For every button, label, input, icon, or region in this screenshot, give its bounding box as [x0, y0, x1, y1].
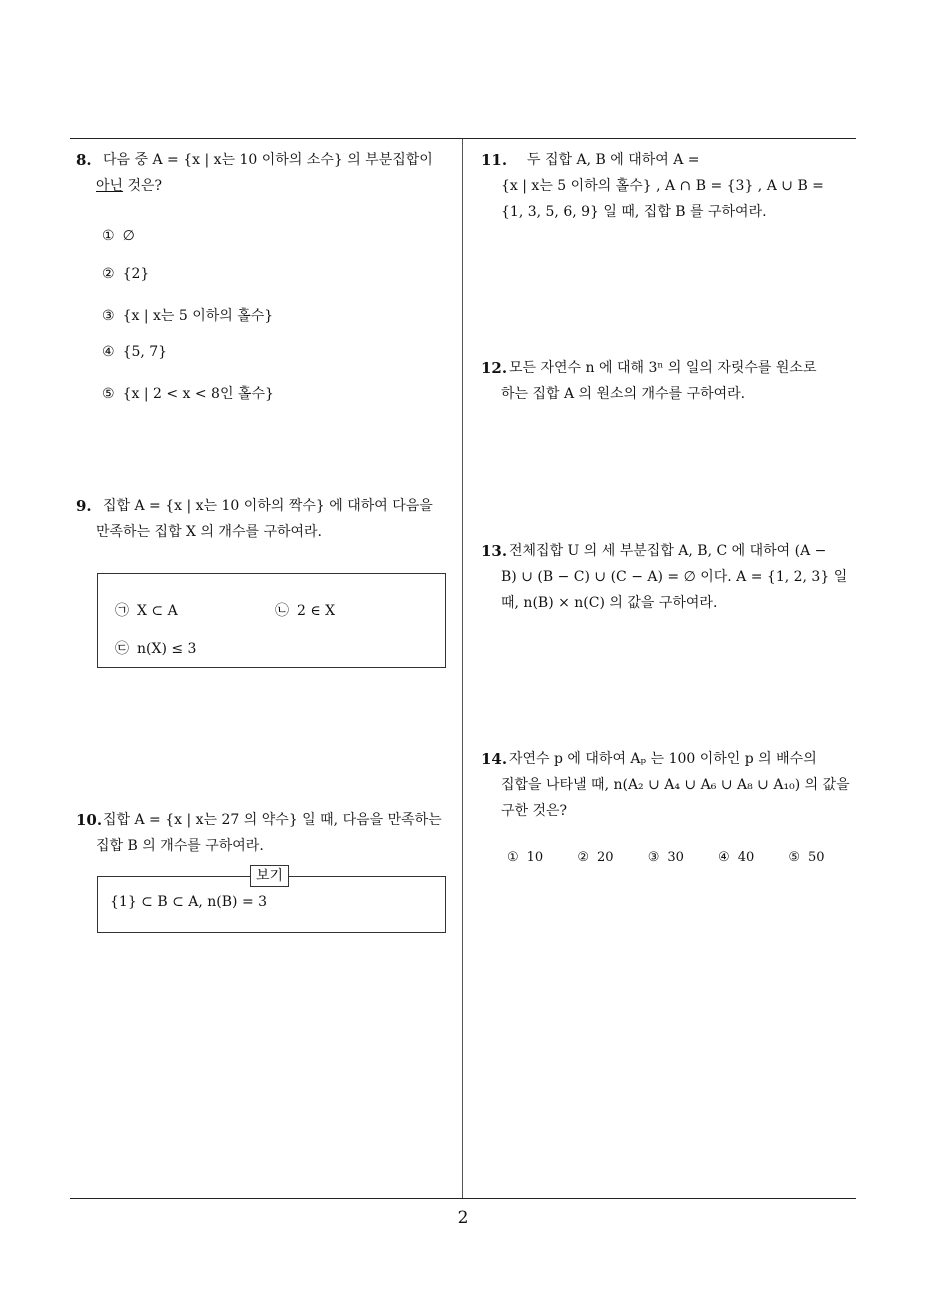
condition-text: X ⊂ A	[137, 603, 178, 619]
choice-text: 30	[667, 850, 684, 865]
choice-marker: ①	[102, 228, 115, 244]
question-number: 14.	[481, 750, 508, 768]
condition-marker: ㉡	[275, 603, 289, 619]
question-stem-line: B) ∪ (B − C) ∪ (C − A) = ∅ 이다. A = {1, 2, 3} 일	[501, 569, 848, 585]
question-number: 10.	[76, 811, 103, 829]
choice-text: {5, 7}	[122, 344, 168, 360]
choice-marker: ②	[577, 850, 589, 865]
page-number: 2	[457, 1208, 469, 1228]
condition-marker: ㉢	[115, 641, 129, 657]
choice-text: 20	[597, 850, 614, 865]
question-stem-line: 집합을 나타낼 때, n(A₂ ∪ A₄ ∪ A₆ ∪ A₈ ∪ A₁₀) 의 값을	[501, 777, 850, 793]
question-number: 12.	[481, 359, 508, 377]
question-13	[481, 538, 861, 616]
question-stem-line: 전체집합 U 의 세 부분집합 A, B, C 에 대하여 (A −	[509, 543, 827, 559]
question-stem-line: {1, 3, 5, 6, 9} 일 때, 집합 B 를 구하여라.	[501, 204, 767, 220]
choice-text: 10	[526, 850, 544, 865]
condition-c	[115, 638, 196, 658]
question-10	[76, 807, 461, 859]
question-number: 11.	[481, 151, 508, 169]
choice-text: {x | 2 < x < 8인 홀수}	[122, 386, 274, 402]
choice-text: {x | x는 5 이하의 홀수}	[122, 308, 274, 324]
condition-a	[115, 600, 178, 620]
choice-marker: ⑤	[788, 850, 801, 865]
condition-b	[275, 600, 335, 620]
question-stem-line: 집합 B 의 개수를 구하여라.	[96, 838, 264, 854]
question-stem-line: 만족하는 집합 X 의 개수를 구하여라.	[96, 524, 323, 540]
choice-2[interactable]	[577, 850, 613, 865]
top-rule	[70, 138, 856, 139]
choices-row	[507, 850, 855, 865]
question-8	[76, 147, 456, 199]
question-stem-rest: 것은?	[123, 178, 163, 194]
choice-text: 40	[737, 850, 755, 865]
choice-marker: ③	[647, 850, 660, 865]
bottom-rule	[70, 1198, 856, 1199]
choice-marker: ③	[102, 308, 115, 324]
choice-text: 50	[808, 850, 825, 865]
question-stem-line: 자연수 p 에 대하여 Aₚ 는 100 이하인 p 의 배수의	[509, 751, 817, 767]
question-stem-line: 모든 자연수 n 에 대해 3ⁿ 의 일의 자릿수를 원소로	[509, 360, 817, 376]
question-14	[481, 746, 861, 824]
choice-4[interactable]	[718, 850, 754, 865]
question-number: 8.	[76, 151, 92, 169]
question-12	[481, 355, 861, 407]
question-stem-line: 집합 A = {x | x는 27 의 약수} 일 때, 다음을 만족하는	[103, 812, 442, 828]
condition-text: n(X) ≤ 3	[137, 641, 197, 657]
choice-5[interactable]	[788, 850, 824, 865]
question-stem-line: 집합 A = {x | x는 10 이하의 짝수} 에 대하여 다음을	[103, 498, 433, 514]
choice-marker: ④	[718, 850, 730, 865]
choice-4[interactable]	[102, 344, 167, 360]
question-stem-line: 때, n(B) × n(C) 의 값을 구하여라.	[501, 595, 718, 611]
example-box-text: {1} ⊂ B ⊂ A, n(B) = 3	[110, 894, 268, 910]
choice-text: ∅	[122, 228, 135, 244]
question-9	[76, 493, 456, 545]
question-stem-line: {x | x는 5 이하의 홀수} , A ∩ B = {3} , A ∪ B =	[501, 178, 824, 194]
choice-2[interactable]	[102, 266, 149, 282]
question-stem-line: 하는 집합 A 의 원소의 개수를 구하여라.	[501, 386, 746, 402]
choice-marker: ⑤	[102, 386, 115, 402]
choice-marker: ②	[102, 266, 115, 282]
choice-text: {2}	[122, 266, 150, 282]
question-number: 13.	[481, 542, 508, 560]
condition-text: 2 ∈ X	[297, 603, 336, 619]
column-divider	[462, 139, 463, 1199]
question-stem-line: 구한 것은?	[501, 803, 568, 819]
example-box-label: 보기	[250, 865, 289, 887]
choice-1[interactable]	[102, 228, 135, 244]
condition-marker: ㉠	[115, 603, 129, 619]
choice-3[interactable]	[648, 850, 684, 865]
choice-1[interactable]	[507, 850, 543, 865]
conditions-box	[97, 573, 446, 668]
choice-marker: ④	[102, 344, 115, 360]
question-number: 9.	[76, 497, 92, 515]
emphasis-underline: 아닌	[96, 178, 124, 194]
choice-3[interactable]	[102, 305, 273, 325]
choice-marker: ①	[507, 850, 519, 865]
choice-5[interactable]	[102, 383, 274, 403]
question-stem-line: 두 집합 A, B 에 대하여 A =	[527, 152, 700, 168]
question-stem-line: 다음 중 A = {x | x는 10 이하의 소수} 의 부분집합이	[103, 152, 433, 168]
question-11	[481, 147, 861, 225]
